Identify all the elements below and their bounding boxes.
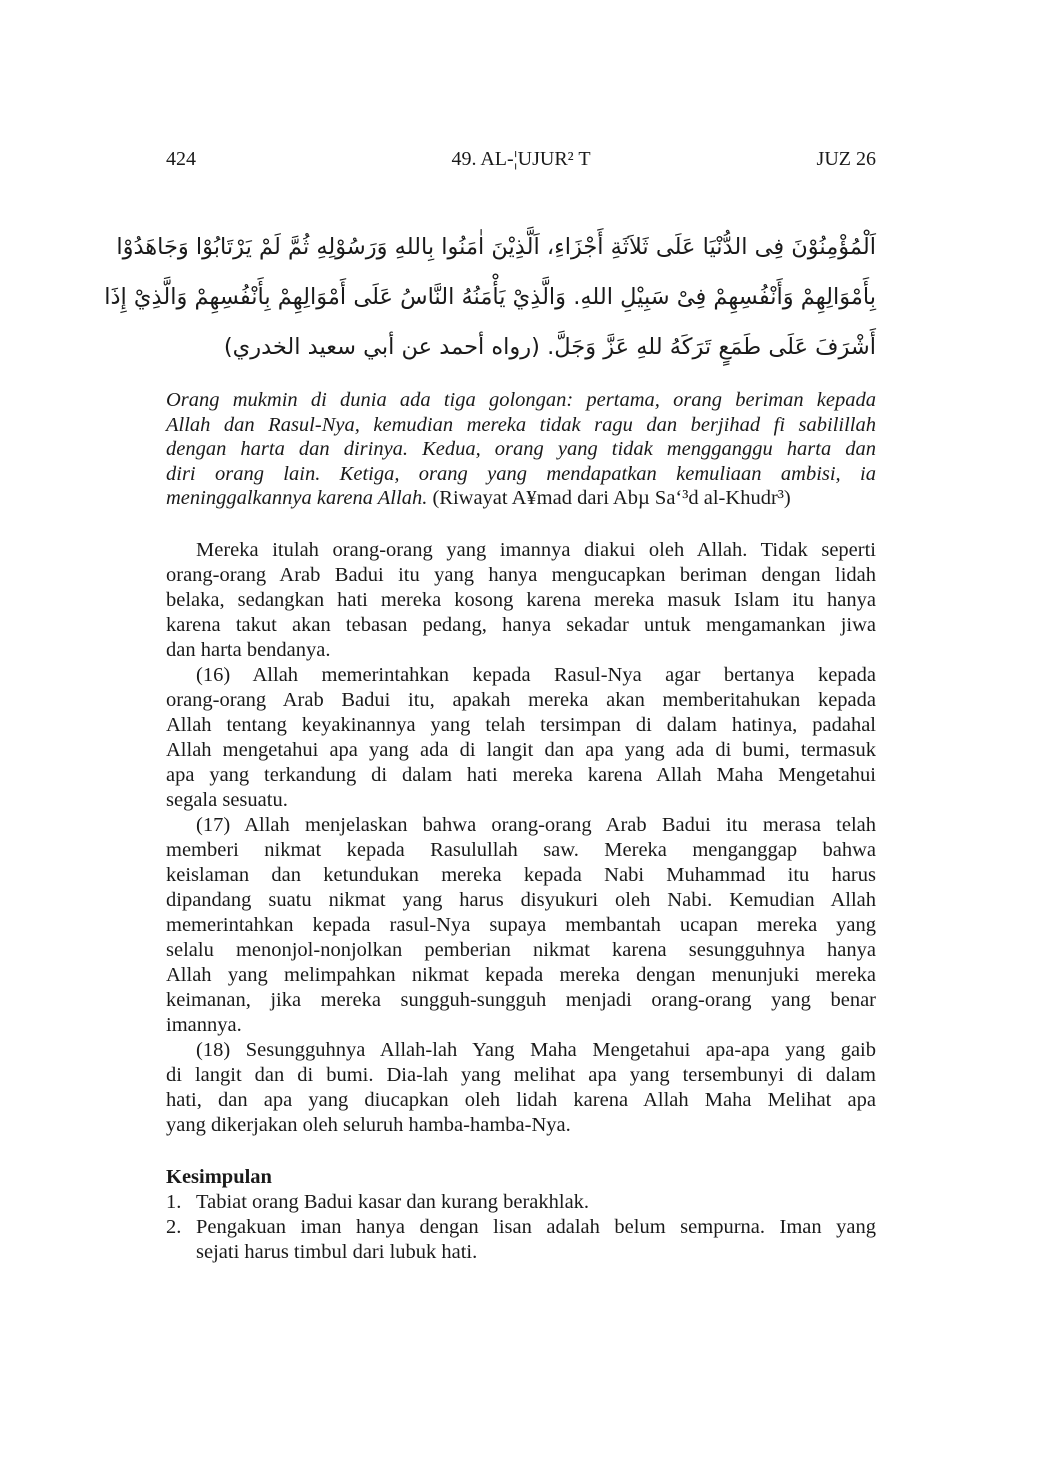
text-line: (17) Allah menjelaskan bahwa orang-orang Arab Badui itu merasa telah	[196, 814, 876, 836]
hadith-arabic-text	[104, 222, 876, 372]
chapter-title: 49. AL-¦UJUR² T	[451, 148, 591, 170]
translation-last-line	[166, 486, 876, 511]
text-line: Mereka itulah orang-orang yang imannya diakui oleh Allah. Tidak seperti	[196, 539, 876, 561]
text-line: memberi nikmat kepada Rasulullah saw. Mereka menganggap bahwa	[166, 839, 876, 861]
text-line: imannya.	[166, 1014, 242, 1036]
list-item-text: Tabiat orang Badui kasar dan kurang berakhlak.	[196, 1191, 590, 1213]
text-line: keimanan, jika mereka sungguh-sungguh menjadi orang-orang yang benar	[166, 989, 876, 1011]
text-line: yang dikerjakan oleh seluruh hamba-hamba-Nya.	[166, 1114, 571, 1136]
text-line: karena takut akan tebasan pedang, hanya sekadar untuk mengamankan jiwa	[166, 614, 876, 636]
text-line: (16) Allah memerintahkan kepada Rasul-Nya agar bertanya kepada	[196, 664, 876, 686]
conclusion-list	[166, 1190, 876, 1265]
translation-line-text: meninggalkannya karena Allah.	[166, 487, 428, 510]
paragraph	[166, 538, 876, 663]
arabic-line: أَشْرَفَ عَلَى طَمَعٍ تَرَكَهُ للهِ عَزَّ وَجَلَّ. (رواه أحمد عن أبي سعيد الخدري)	[223, 334, 876, 360]
paragraph	[166, 813, 876, 1038]
list-item	[166, 1215, 876, 1265]
hadith-source: (Riwayat A¥mad dari Abµ Sa‘³d al-Khudr³)	[432, 487, 791, 510]
text-line: di langit dan di bumi. Dia-lah yang melihat apa yang tersembunyi di dalam	[166, 1064, 876, 1086]
list-item-text: sejati harus timbul dari lubuk hati.	[196, 1241, 478, 1263]
conclusion-section	[166, 1165, 876, 1265]
arabic-line: اَلْمُؤْمِنُوْنَ فِى الدُّنْيَا عَلَى ثَلاَثَةِ أَجْزَاءِ، اَلَّذِيْنَ اٰمَنُوا بِاللهِ وَرَسُوْلِهِ ثُمَّ لَمْ يَرْتَابُوْا وَجَاهَدُوْا	[116, 234, 876, 260]
text-line: orang-orang Arab Badui itu yang hanya mengucapkan beriman dengan lidah	[166, 564, 876, 586]
text-line: hati, dan apa yang diucapkan oleh lidah karena Allah Maha Melihat apa	[166, 1089, 876, 1111]
arabic-line: بِأَمْوَالِهِمْ وَأَنْفُسِهِمْ فِىْ سَبِيْلِ اللهِ. وَالَّذِيْ يَأْمَنُهُ النَّاسُ عَلَى أَمْوَالِهِمْ بِأَنْفُسِهِمْ وَالَّذِيْ إِذَا	[104, 284, 876, 310]
text-line: Allah tentang keyakinannya yang telah tersimpan di dalam hatinya, padahal	[166, 714, 876, 736]
page-number: 424	[166, 148, 196, 170]
translation-line: Allah dan Rasul-Nya, kemudian mereka tidak ragu dan berjihad fi sabilillah	[166, 413, 876, 436]
commentary-body	[166, 538, 876, 1138]
text-line: apa yang terkandung di dalam hati mereka karena Allah Maha Mengetahui	[166, 764, 876, 786]
section-heading: Kesimpulan	[166, 1166, 272, 1188]
text-line: dan harta bendanya.	[166, 639, 331, 661]
list-number: 2.	[166, 1216, 182, 1238]
text-line: selalu menonjol-nonjolkan pemberian nikmat karena sesungguhnya hanya	[166, 939, 876, 961]
translation-line: dengan harta dan dirinya. Kedua, orang yang tidak mengganggu harta dan	[166, 438, 876, 461]
text-line: keislaman dan ketundukan mereka kepada Nabi Muhammad itu harus	[166, 864, 876, 886]
list-item	[166, 1190, 876, 1215]
text-line: Allah yang melimpahkan nikmat kepada mereka dengan menunjuki mereka	[166, 964, 876, 986]
paragraph	[166, 1038, 876, 1138]
list-item-text: Pengakuan iman hanya dengan lisan adalah belum sempurna. Iman yang	[196, 1216, 876, 1238]
translation-line: diri orang lain. Ketiga, orang yang mendapatkan kemuliaan ambisi, ia	[166, 462, 876, 485]
text-line: memerintahkan kepada rasul-Nya supaya membantah ucapan mereka yang	[166, 914, 876, 936]
juz-label: JUZ 26	[816, 148, 876, 170]
list-number: 1.	[166, 1191, 182, 1213]
paragraph	[166, 663, 876, 813]
translation-line: Orang mukmin di dunia ada tiga golongan: pertama, orang beriman kepada	[166, 389, 876, 411]
text-line: orang-orang Arab Badui itu, apakah mereka akan memberitahukan kepada	[166, 689, 876, 711]
text-line: belaka, sedangkan hati mereka kosong karena mereka masuk Islam itu hanya	[166, 589, 876, 611]
text-line: (18) Sesungguhnya Allah-lah Yang Maha Mengetahui apa-apa yang gaib	[196, 1039, 876, 1061]
hadith-translation	[166, 388, 876, 511]
text-line: dipandang suatu nikmat yang harus disyukuri oleh Nabi. Kemudian Allah	[166, 889, 876, 911]
text-line: Allah mengetahui apa yang ada di langit dan apa yang ada di bumi, termasuk	[166, 739, 876, 761]
running-header	[166, 146, 876, 176]
text-line: segala sesuatu.	[166, 789, 288, 811]
